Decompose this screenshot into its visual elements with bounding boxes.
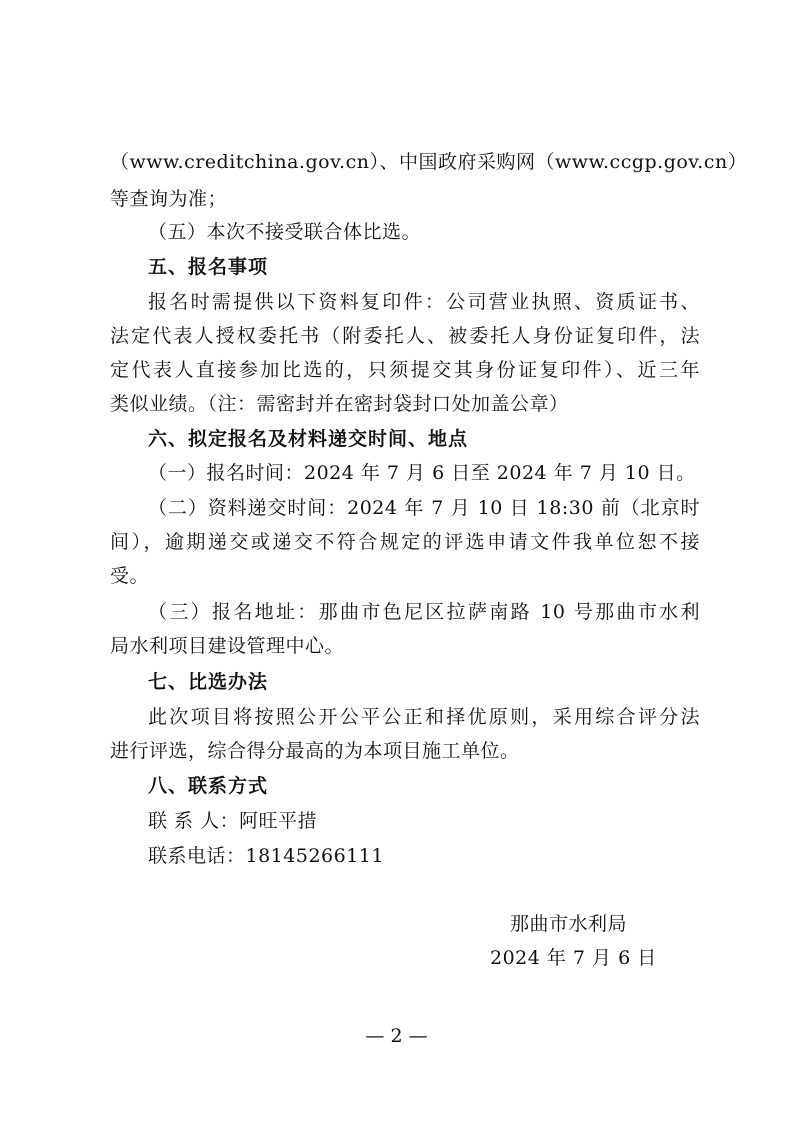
- section-6-item-2-line: （二）资料递交时间：2024 年 7 月 10 日 18:30 前（北京时: [148, 497, 700, 519]
- section-5-line: 定代表人直接参加比选的，只须提交其身份证复印件）、近三年: [110, 359, 700, 381]
- section-7-line: 此次项目将按照公开公平公正和择优原则，采用综合评分法: [148, 706, 700, 728]
- continued-paragraph-line-1: （www.creditchina.gov.cn）、中国政府采购网（www.ccgp.gov.cn）: [110, 151, 748, 173]
- section-5-line: 法定代表人授权委托书（附委托人、被委托人身份证复印件，法: [110, 325, 700, 347]
- contact-person: 联 系 人：阿旺平措: [148, 810, 318, 832]
- section-8-heading: 八、联系方式: [148, 775, 269, 797]
- section-7-heading: 七、比选办法: [148, 671, 269, 693]
- signature-organization: 那曲市水利局: [510, 913, 628, 935]
- section-6-item-3-line: （三）报名地址：那曲市色尼区拉萨南路 10 号那曲市水利: [148, 601, 700, 623]
- page-number: — 2 —: [365, 1025, 428, 1047]
- section-6-item-3-line: 局水利项目建设管理中心。: [110, 635, 345, 657]
- section-6-item-2-line: 间），逾期递交或递交不符合规定的评选申请文件我单位恕不接: [110, 531, 700, 553]
- continued-paragraph-line-2: 等查询为准；: [110, 188, 228, 210]
- section-5-line: 报名时需提供以下资料复印件：公司营业执照、资质证书、: [148, 291, 700, 313]
- signature-date: 2024 年 7 月 6 日: [490, 947, 657, 969]
- contact-phone: 联系电话：18145266111: [148, 845, 384, 867]
- section-6-item-2-line: 受。: [110, 565, 150, 587]
- section-7-line: 进行评选，综合得分最高的为本项目施工单位。: [110, 740, 520, 762]
- section-6-heading: 六、拟定报名及材料递交时间、地点: [148, 428, 469, 450]
- section-5-heading: 五、报名事项: [148, 256, 269, 278]
- section-6-item-1: （一）报名时间：2024 年 7 月 6 日至 2024 年 7 月 10 日。: [148, 462, 696, 484]
- section-5-line: 类似业绩。（注：需密封并在密封袋封口处加盖公章）: [110, 393, 569, 415]
- item-5-no-consortium: （五）本次不接受联合体比选。: [148, 221, 422, 243]
